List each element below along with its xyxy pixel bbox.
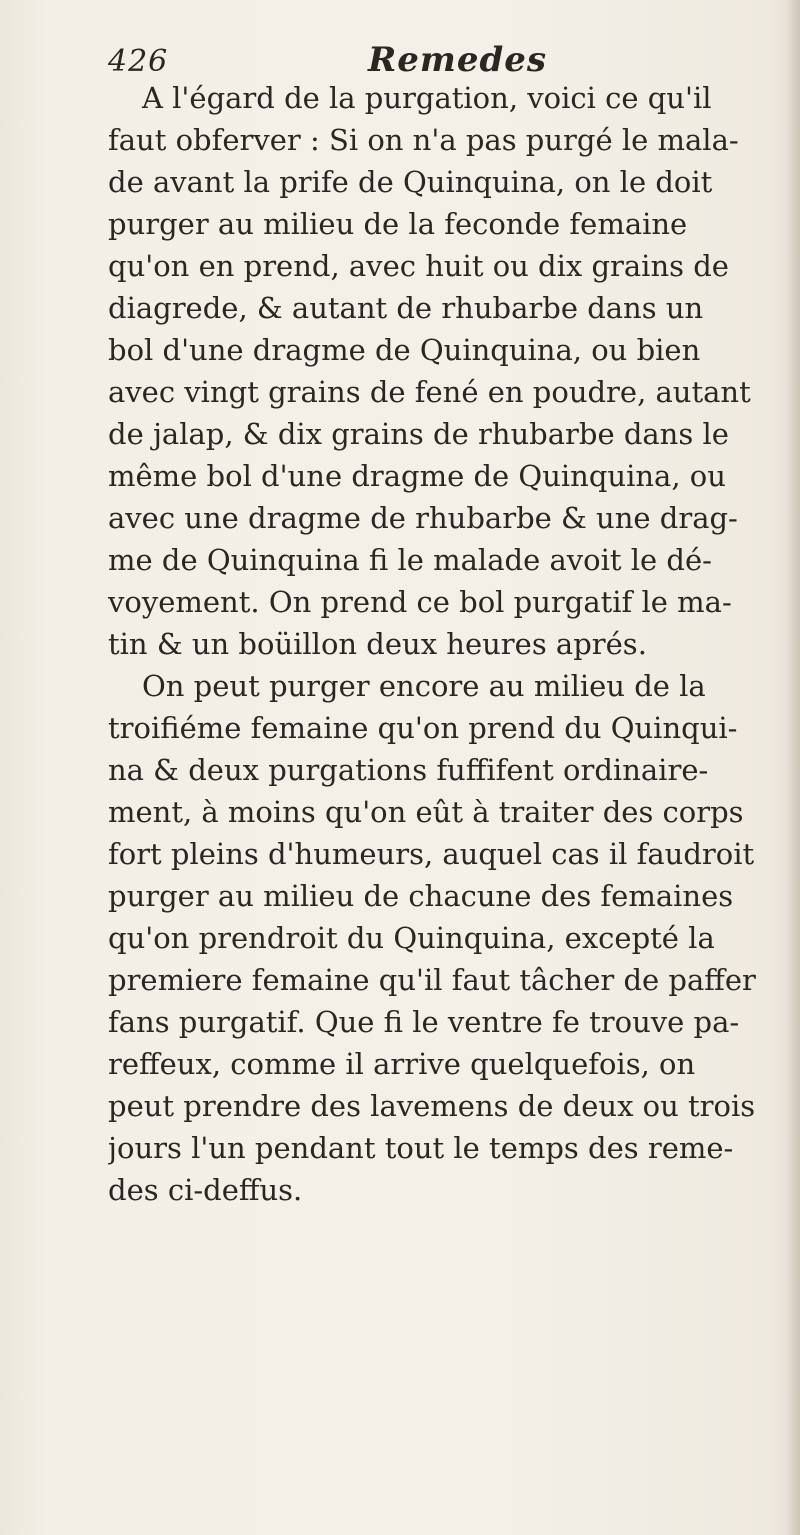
body-text — [108, 77, 786, 1211]
text-line: ment, à moins qu'on eût à traiter des corps — [108, 795, 744, 829]
text-line: voyement. On prend ce bol purgatif le ma- — [108, 585, 732, 619]
text-line: On peut purger encore au milieu de la — [142, 669, 706, 703]
text-line: fort pleins d'humeurs, auquel cas il faudroit — [108, 837, 755, 871]
text-line: purger au milieu de chacune des femaines — [108, 879, 734, 913]
text-line: troifiéme femaine qu'on prend du Quinqui- — [108, 711, 738, 745]
text-line: diagrede, & autant de rhubarbe dans un — [108, 291, 704, 325]
text-line: qu'on prendroit du Quinquina, excepté la — [108, 921, 715, 955]
text-line: avec vingt grains de fené en poudre, autant — [108, 375, 751, 409]
text-line: peut prendre des lavemens de deux ou trois — [108, 1089, 756, 1123]
text-line: de avant la prife de Quinquina, on le doit — [108, 165, 713, 199]
text-line: de jalap, & dix grains de rhubarbe dans le — [108, 417, 729, 451]
text-line: qu'on en prend, avec huit ou dix grains de — [108, 249, 729, 283]
text-line: jours l'un pendant tout le temps des reme- — [108, 1131, 734, 1165]
text-line: premiere femaine qu'il faut tâcher de paffer — [108, 963, 756, 997]
text-line: me de Quinquina fi le malade avoit le dé- — [108, 543, 712, 577]
text-line: tin & un boüillon deux heures aprés. — [108, 627, 647, 661]
text-line: A l'égard de la purgation, voici ce qu'il — [142, 81, 712, 115]
text-line: bol d'une dragme de Quinquina, ou bien — [108, 333, 701, 367]
running-title: Remedes — [368, 40, 548, 80]
text-line: des ci-deffus. — [108, 1173, 303, 1207]
text-line: purger au milieu de la feconde femaine — [108, 207, 688, 241]
text-line: faut obferver : Si on n'a pas purgé le mala- — [108, 123, 739, 157]
text-line: fans purgatif. Que fi le ventre fe trouve pa- — [108, 1005, 740, 1039]
text-line: reffeux, comme il arrive quelquefois, on — [108, 1047, 696, 1081]
text-line: même bol d'une dragme de Quinquina, ou — [108, 459, 726, 493]
text-line: na & deux purgations fuffifent ordinaire- — [108, 753, 709, 787]
page-edge-shadow — [786, 0, 800, 1535]
page-number: 426 — [108, 44, 169, 79]
text-line: avec une dragme de rhubarbe & une drag- — [108, 501, 738, 535]
